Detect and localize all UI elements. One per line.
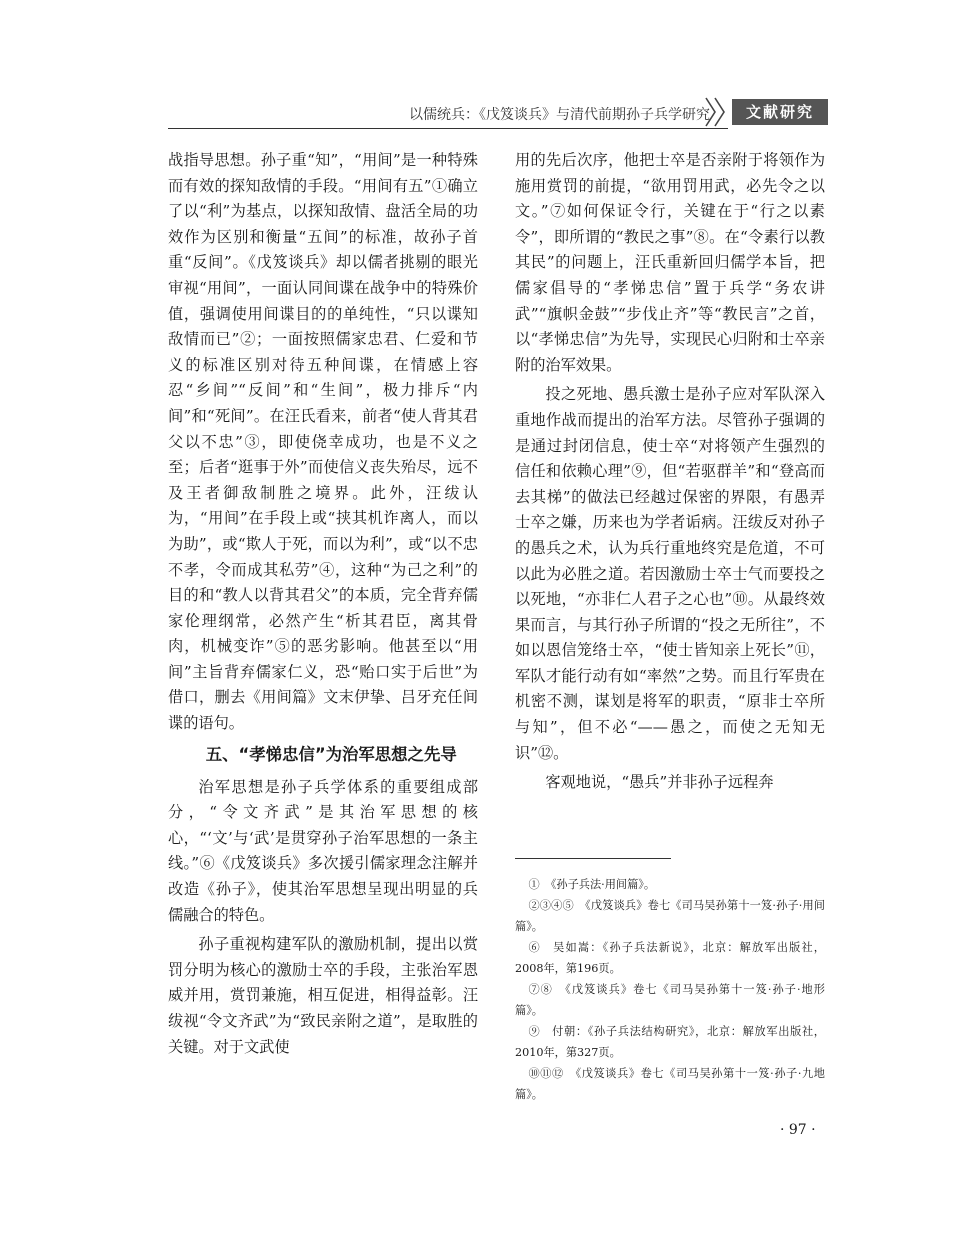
right-paragraph-2: 投之死地、愚兵激士是孙子应对军队深入重地作战而提出的治军方法。尽管孙子强调的是通过封闭信息，使士卒“对将领产生强烈的信任和依赖心理”⑨，但“若驱群羊”和“登高而去其梯”的做法已经越过保密的界限，有愚弄士卒之嫌，历来也为学者诟病。汪绂反对孙子的愚兵之术，认为兵行重地终究是危道，不可以此为必胜之道。若因激励士卒士气而要投之以死地，“亦非仁人君子之心也”⑩。从最终效果而言，与其行孙子所谓的“投之无所往”，不如以恩信笼络士卒，“使士皆知亲上死长”⑪，军队才能行动有如“率然”之势。而且行军贵在机密不测，谋划是将军的职责，“原非士卒所与知”，但不必“——愚之，而使之无知无识”⑫。	[515, 385, 825, 762]
left-paragraph-2: 治军思想是孙子兵学体系的重要组成部分，“令文齐武”是其治军思想的核心，“‘文’与‘武’是贯穿孙子治军思想的一条主线。”⑥《戊笈谈兵》多次援引儒家理念注解并改造《孙子》，使其治军思想呈现出明显的兵儒融合的特色。	[168, 777, 478, 924]
left-column	[168, 148, 478, 1060]
footnote: ⑥ 吴如嵩：《孙子兵法新说》，北京：解放军出版社，2008年，第196页。	[515, 941, 825, 975]
footnote: ⑦⑧ 《戊笈谈兵》卷七《司马吴孙第十一笈·孙子·地形篇》。	[515, 983, 825, 1017]
section-heading: 五、“孝悌忠信”为治军思想之先导	[205, 744, 457, 764]
right-paragraph-1: 用的先后次序，他把士卒是否亲附于将领作为施用赏罚的前提，“欲用罚用武，必先令之以文。”⑦如何保证令行，关键在于“行之以素令”，即所谓的“教民之事”⑧。在“令素行以教其民”的问题上，汪氏重新回归儒学本旨，把儒家倡导的“孝悌忠信”置于兵学“务农讲武”“旗帜金鼓”“步伐止齐”等“教民言”之首，以“孝悌忠信”为先导，实现民心归附和士卒亲附的治军效果。	[515, 151, 825, 374]
footnote: ① 《孙子兵法·用间篇》。	[528, 878, 656, 891]
footnote: ②③④⑤ 《戊笈谈兵》卷七《司马吴孙第十一笈·孙子·用间篇》。	[515, 899, 825, 933]
footnote: ⑩⑪⑫ 《戊笈谈兵》卷七《司马吴孙第十一笈·孙子·九地篇》。	[515, 1067, 825, 1101]
footnotes	[515, 874, 825, 1105]
right-column	[515, 148, 825, 796]
double-chevron-icon	[704, 96, 730, 128]
section-badge: 文献研究	[732, 99, 828, 125]
footnote: ⑨ 付朝：《孙子兵法结构研究》，北京：解放军出版社，2010年，第327页。	[515, 1025, 825, 1059]
page-number: · 97 ·	[780, 1122, 816, 1138]
left-paragraph-3: 孙子重视构建军队的激励机制，提出以赏罚分明为核心的激励士卒的手段，主张治军恩威并用，赏罚兼施，相互促进，相得益彰。汪绂视“令文齐武”为“致民亲附之道”，是取胜的关键。对于文武使	[168, 935, 478, 1056]
footnote-rule	[515, 858, 671, 859]
left-paragraph-1: 战指导思想。孙子重“知”，“用间”是一种特殊而有效的探知敌情的手段。“用间有五”①确立了以“利”为基点，以探知敌情、盘活全局的功效作为区别和衡量“五间”的标准，故孙子首重“反间”。《戊笈谈兵》却以儒者挑剔的眼光审视“用间”，一面认同间谍在战争中的特殊价值，强调使用间谍目的的单纯性，“只以谍知敌情而已”②；一面按照儒家忠君、仁爱和节义的标准区别对待五种间谍，在情感上容忍“乡间”“反间”和“生间”，极力排斥“内间”和“死间”。在汪氏看来，前者“使人背其君父以不忠”③，即使侥幸成功，也是不义之至；后者“逛事于外”而使信义丧失殆尽，远不及王者御敌制胜之境界。此外，汪绂认为，“用间”在手段上或“挟其机诈离人，而以为助”，或“欺人于死，而以为利”，或“以不忠不孝，令而成其私劳”④，这种“为己之利”的目的和“教人以背其君父”的本质，完全背弃儒家伦理纲常，必然产生“析其君臣，离其骨肉，机械变诈”⑤的恶劣影响。他甚至以“用间”主旨背弃儒家仁义，恐“贻口实于后世”为借口，删去《用间篇》文末伊挚、吕牙充任间谍的语句。	[168, 151, 478, 733]
right-paragraph-3: 客观地说，“愚兵”并非孙子远程奔	[545, 773, 774, 792]
running-header	[168, 96, 828, 130]
header-rule	[168, 128, 728, 129]
running-title: 以儒统兵：《戊笈谈兵》与清代前期孙子兵学研究	[409, 107, 710, 123]
